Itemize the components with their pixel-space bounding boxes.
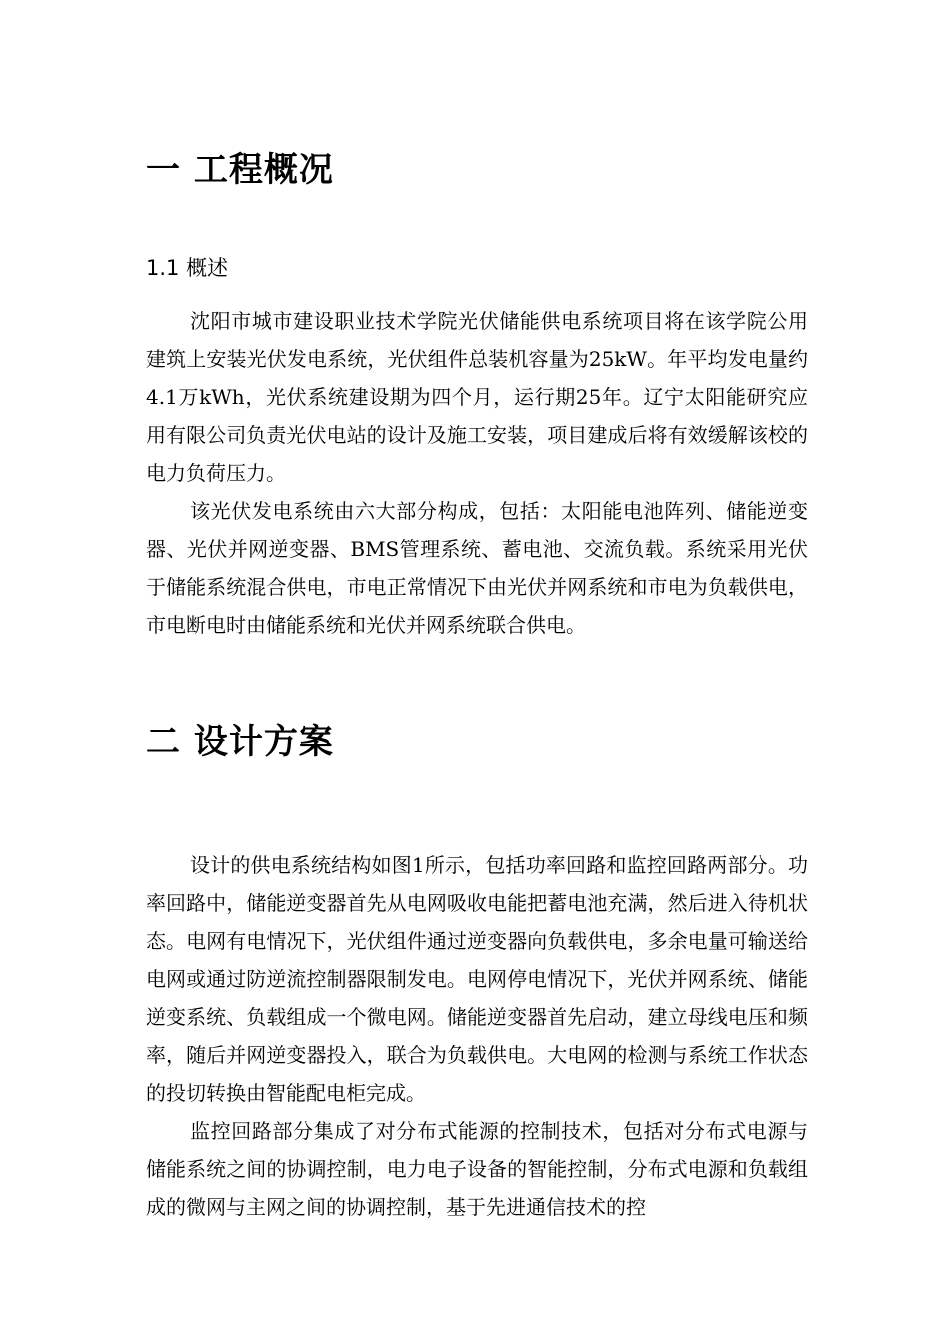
subsection-1-1-heading: 1.1 概述 [146,256,229,280]
paragraph-design-1: 设计的供电系统结构如图1所示，包括功率回路和监控回路两部分。功率回路中，储能逆变器首先从电网吸收电能把蓄电池充满，然后进入待机状态。电网有电情况下，光伏组件通过逆变器向负载供电，多余电量可输送给电网或通过防逆流控制器限制发电。电网停电情况下，光伏并网系统、储能逆变系统、负载组成一个微电网。储能逆变器首先启动，建立母线电压和频率，随后并网逆变器投入，联合为负载供电。大电网的检测与系统工作状态的投切转换由智能配电柜完成。 [146,853,808,1105]
section-2-heading: 二 设计方案 [146,722,334,762]
section-1-heading: 一 工程概况 [146,150,334,190]
paragraph-overview-2: 该光伏发电系统由六大部分构成，包括：太阳能电池阵列、储能逆变器、光伏并网逆变器、BMS管理系统、蓄电池、交流负载。系统采用光伏于储能系统混合供电，市电正常情况下由光伏并网系统和市电为负载供电，市电断电时由储能系统和光伏并网系统联合供电。 [146,499,808,637]
paragraph-overview-1: 沈阳市城市建设职业技术学院光伏储能供电系统项目将在该学院公用建筑上安装光伏发电系统，光伏组件总装机容量为25kW。年平均发电量约4.1万kWh，光伏系统建设期为四个月，运行期25年。辽宁太阳能研究应用有限公司负责光伏电站的设计及施工安装，项目建成后将有效缓解该校的电力负荷压力。 [146,309,808,485]
paragraph-design-2: 监控回路部分集成了对分布式能源的控制技术，包括对分布式电源与储能系统之间的协调控制，电力电子设备的智能控制，分布式电源和负载组成的微网与主网之间的协调控制，基于先进通信技术的控 [146,1119,808,1219]
